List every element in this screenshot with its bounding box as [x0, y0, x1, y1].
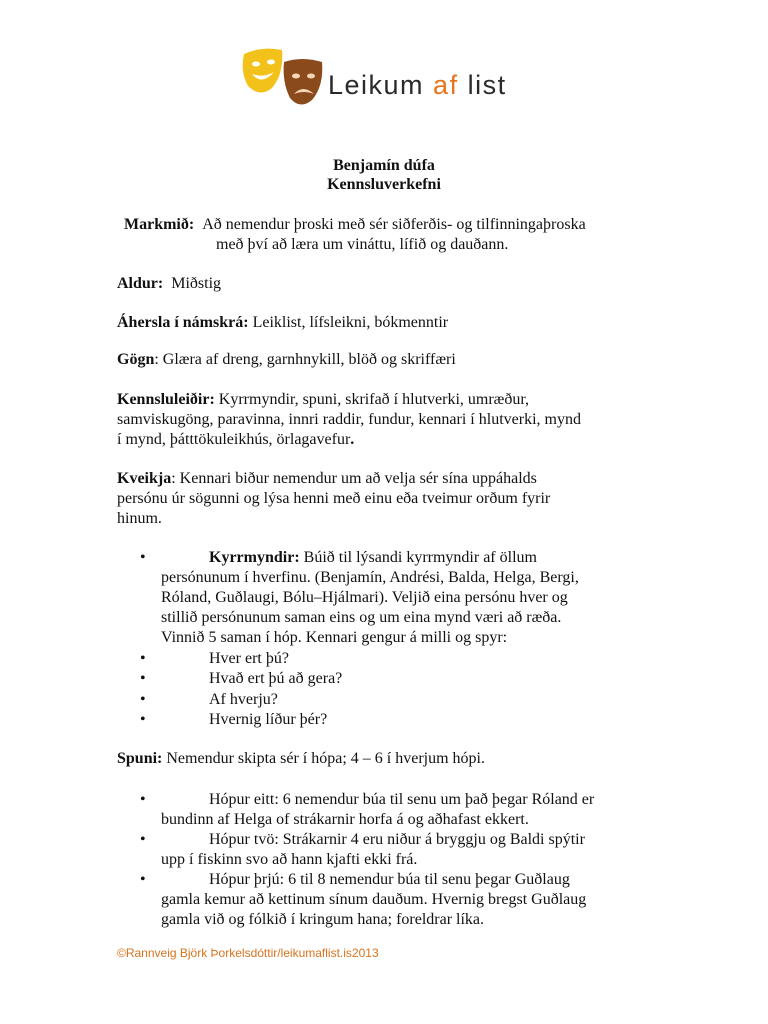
kveikja-line-2: persónu úr sögunni og lýsa henni með einu eða tveimur orðum fyrir — [117, 490, 551, 507]
kyrrmyndir-line-5: Vinnið 5 saman í hóp. Kennari gengur á milli og spyr: — [161, 629, 508, 646]
bullet: • — [140, 670, 146, 687]
document-title: Benjamín dúfa — [333, 157, 435, 174]
bullet: • — [140, 650, 146, 667]
bullet: • — [140, 831, 146, 848]
logo-text: Leikum af list — [328, 70, 507, 100]
copyright-footer: ©Rannveig Björk Þorkelsdóttir/leikumaflist.is2013 — [117, 946, 379, 960]
kyrrmyndir-line-2: persónunum í hverfinu. (Benjamín, Andrési, Balda, Helga, Bergi, — [161, 569, 579, 586]
kennsluleidir-line-1: Kennsluleiðir: Kyrrmyndir, spuni, skrifað í hlutverki, umræður, — [117, 391, 530, 408]
question-item: Hvað ert þú að gera? — [209, 670, 343, 687]
bullet: • — [140, 791, 146, 808]
kyrrmyndir-line-3: Róland, Guðlaugi, Bólu–Hjálmari). Veljið eina persónu hver og — [161, 589, 568, 606]
gogn-line: Gögn: Glæra af dreng, garnhnykill, blöð og skriffæri — [117, 351, 456, 368]
group-1-line-1: Hópur eitt: 6 nemendur búa til senu um það þegar Róland er — [209, 791, 595, 808]
group-3-line-1: Hópur þrjú: 6 til 8 nemendur búa til senu þegar Guðlaug — [209, 871, 570, 888]
bullet: • — [140, 711, 146, 728]
kveikja-line-3: hinum. — [117, 510, 162, 527]
group-2-line-1: Hópur tvö: Strákarnir 4 eru niður á bryggju og Baldi spýtir — [209, 831, 585, 848]
document-subtitle: Kennsluverkefni — [327, 176, 441, 193]
group-1-line-2: bundinn af Helga of strákarnir horfa á og aðhafast ekkert. — [161, 811, 529, 828]
logo — [240, 44, 540, 114]
bullet: • — [140, 549, 146, 566]
question-item: Af hverju? — [209, 691, 278, 708]
question-item: Hver ert þú? — [209, 650, 289, 667]
group-3-line-2: gamla kemur að kettinum sínum dauðum. Hvernig bregst Guðlaug — [161, 891, 587, 908]
kyrrmyndir-line-4: stillið persónunum saman eins og um eina mynd væri að ræða. — [161, 609, 562, 626]
markmid-line-2: með því að læra um vináttu, lífið og dauðann. — [216, 236, 509, 253]
ahersla-line: Áhersla í námskrá: Leiklist, lífsleikni, bókmenntir — [117, 314, 449, 331]
bullet: • — [140, 691, 146, 708]
aldur-line: Aldur: Miðstig — [117, 275, 222, 292]
bullet: • — [140, 871, 146, 888]
markmid-line-1: Markmið: Að nemendur þroski með sér siðferðis- og tilfinningaþroska — [124, 216, 586, 233]
kennsluleidir-line-3: í mynd, þátttökuleikhús, örlagavefur. — [117, 431, 355, 448]
kennsluleidir-line-2: samviskugöng, paravinna, innri raddir, fundur, kennari í hlutverki, mynd — [117, 411, 581, 428]
spuni-line: Spuni: Nemendur skipta sér í hópa; 4 – 6 í hverjum hópi. — [117, 750, 485, 767]
group-2-line-2: upp í fiskinn svo að hann kjafti ekki frá. — [161, 851, 418, 868]
theater-masks-icon — [240, 44, 330, 114]
kveikja-line-1: Kveikja: Kennari biður nemendur um að velja sér sína uppáhalds — [117, 470, 537, 487]
group-3-line-3: gamla við og fólkið í kringum hana; foreldrar líka. — [161, 911, 485, 928]
kyrrmyndir-line-1: Kyrrmyndir: Búið til lýsandi kyrrmyndir af öllum — [209, 549, 537, 566]
question-item: Hvernig líður þér? — [209, 711, 328, 728]
